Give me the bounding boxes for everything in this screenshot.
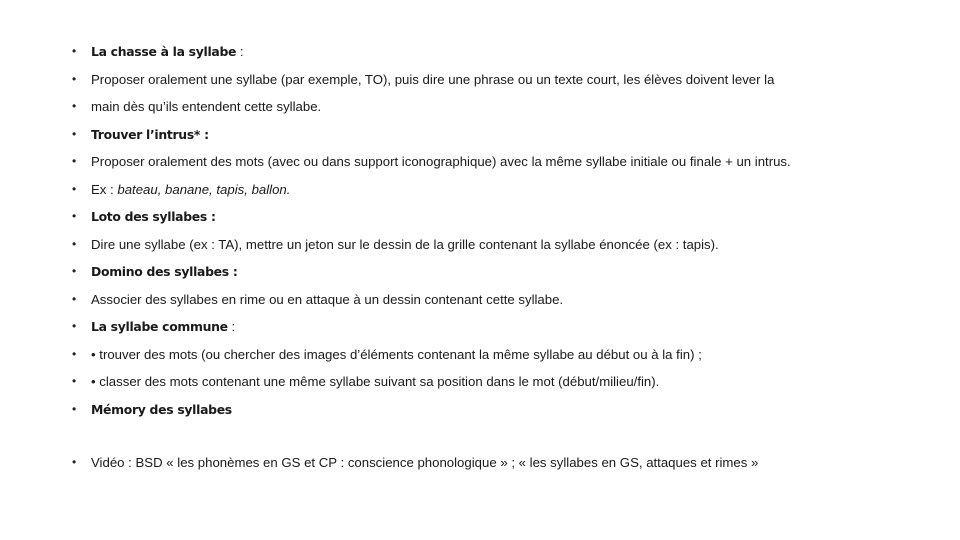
bullet-item-commune-trouver (72, 341, 932, 369)
bullet-text: Associer des syllabes en rime ou en attaque à un dessin contenant cette syllabe. (91, 291, 564, 307)
bullet-dot: • (72, 346, 77, 361)
heading-syllabe-commune: La syllabe commune (91, 319, 228, 334)
bullet-item-syllabe-commune (72, 313, 932, 341)
bullet-dot: • (72, 374, 77, 388)
bullet-item-loto-syllabes (72, 203, 932, 231)
heading-memory-syllabes: Mémory des syllabes (91, 401, 232, 417)
bullet-dot: • (72, 264, 77, 278)
bullet-dot: • (72, 236, 77, 251)
bullet-dot: • (72, 319, 77, 333)
bullet-dot: • (72, 291, 77, 306)
bullet-text: Dire une syllabe (ex : TA), mettre un jeton sur le dessin de la grille contenant la syllabe énoncée (ex : tapis). (91, 236, 719, 252)
bullet-dot: • (72, 126, 77, 141)
bullet-item-intrus-description (72, 148, 932, 176)
bullet-text: Proposer oralement des mots (avec ou dans support iconographique) avec la même syllabe initiale ou finale + un intrus. (91, 154, 791, 169)
bullet-dot: • (72, 71, 77, 86)
bullet-dot: • (72, 209, 77, 223)
bullet-item-intrus-example (72, 176, 932, 204)
bullet-item-domino-description (72, 286, 932, 314)
bullet-item-domino-syllabes (72, 258, 932, 286)
bullet-item-chasse-description-1 (72, 66, 932, 94)
bullet-item-video-reference (72, 449, 932, 477)
bullet-text: • classer des mots contenant une même syllabe suivant sa position dans le mot (début/milieu/fin). (91, 374, 660, 389)
bullet-item-commune-classer (72, 368, 932, 396)
bullet-dot: • (72, 99, 77, 113)
bullet-item-memory-syllabes (72, 396, 932, 424)
bullet-item-chasse-syllabe (72, 38, 932, 66)
bullet-dot: • (72, 154, 77, 168)
bullet-item-trouver-intrus (72, 121, 932, 149)
bullet-dot: • (72, 455, 77, 469)
heading-domino-syllabes: Domino des syllabes : (91, 264, 238, 279)
heading-suffix: : (227, 319, 236, 334)
bullet-item-chasse-description-2 (72, 93, 932, 121)
activity-bullet-list (72, 38, 932, 477)
example-words: bateau, banane, tapis, ballon. (117, 181, 291, 197)
heading-chasse-syllabe: La chasse à la syllabe (91, 44, 237, 59)
bullet-dot: • (72, 44, 77, 58)
video-reference-text: Vidéo : BSD « les phonèmes en GS et CP : conscience phonologique » ; « les syllabes en GS, attaques et rimes » (91, 455, 759, 470)
bullet-dot: • (72, 401, 77, 416)
heading-loto-syllabes: Loto des syllabes : (91, 209, 216, 224)
bullet-dot: • (72, 181, 77, 196)
heading-suffix: : (236, 44, 244, 59)
bullet-text: Proposer oralement une syllabe (par exemple, TO), puis dire une phrase ou un texte court, les élèves doivent lever la (91, 71, 775, 87)
bullet-text: • trouver des mots (ou chercher des images d’éléments contenant la même syllabe au début ou à la fin) ; (91, 346, 702, 362)
bullet-item-loto-description (72, 231, 932, 259)
bullet-text: main dès qu’ils entendent cette syllabe. (91, 99, 322, 114)
heading-trouver-intrus: Trouver l’intrus* : (91, 126, 209, 142)
example-prefix: Ex : (91, 181, 118, 197)
